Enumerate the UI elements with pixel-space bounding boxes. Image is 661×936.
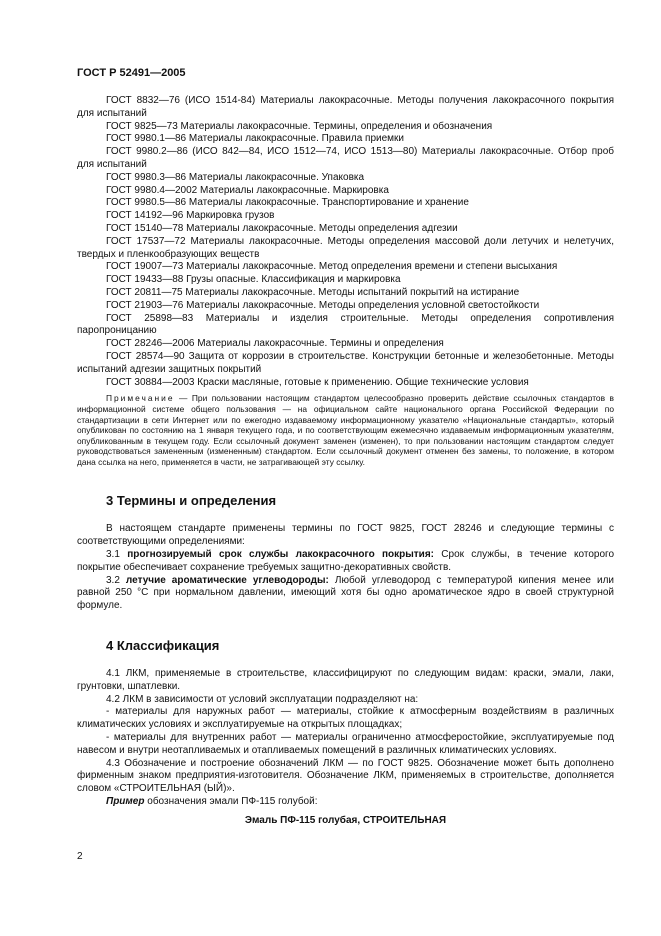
clause-4-3: 4.3 Обозначение и построение обозначений ЛКМ — по ГОСТ 9825. Обозначение может быть дополнено фирменным знаком предприятия-изготовителя. Обозначение ЛКМ, применяемых в строительстве, дополняется словом «СТРОИТЕЛЬНАЯ (ЫЙ)». [77, 757, 614, 795]
example-text: обозначения эмали ПФ-115 голубой: [147, 796, 318, 808]
reference-item: ГОСТ 9980.1—86 Материалы лакокрасочные. Правила приемки [106, 133, 404, 145]
reference-item: ГОСТ 28574—90 Защита от коррозии в строительстве. Конструкции бетонные и железобетонные. Методы испытаний адгезии защитных покрытий [77, 350, 614, 375]
list-item-indoor: - материалы для внутренних работ — материалы ограниченно атмосферостойкие, эксплуатируемые под навесом и внутри неотапливаемых и отапливаемых помещений в различных климатических условиях. [77, 732, 614, 756]
reference-item: ГОСТ 15140—78 Материалы лакокрасочные. Методы определения адгезии [106, 222, 458, 234]
reference-item: ГОСТ 9980.3—86 Материалы лакокрасочные. Упаковка [106, 171, 365, 183]
reference-item: ГОСТ 30884—2003 Краски масляные, готовые к применению. Общие технические условия [106, 376, 529, 388]
reference-item: ГОСТ 25898—83 Материалы и изделия строительные. Методы определения сопротивления паропроницанию [77, 312, 614, 337]
reference-item: ГОСТ 19007—73 Материалы лакокрасочные. Метод определения времени и степени высыхания [106, 261, 558, 273]
reference-item: ГОСТ 14192—96 Маркировка грузов [106, 210, 275, 222]
section-heading-terms: 3 Термины и определения [106, 493, 277, 509]
example-line [77, 796, 614, 809]
reference-item: ГОСТ 19433—88 Грузы опасные. Классификация и маркировка [106, 274, 401, 286]
term-title: летучие ароматические углеводороды: [125, 574, 329, 586]
example-designation: Эмаль ПФ-115 голубая, СТРОИТЕЛЬНАЯ [244, 814, 447, 826]
reference-item: ГОСТ 20811—75 Материалы лакокрасочные. Методы испытаний покрытий на истирание [106, 286, 520, 298]
term-definition: Любой углеводород с температурой кипения менее или равной 250 °C при нормальном давлении, имеющий хотя бы одно ароматическое ядро в своей структурной формуле. [77, 574, 614, 612]
term-number: 3.1 [106, 549, 120, 561]
note-label: Примечание [106, 393, 175, 404]
section-heading-classification: 4 Классификация [106, 638, 220, 654]
note-text: — При пользовании настоящим стандартом целесообразно проверить действие ссылочных стандартов в информационной системе общего пользования — на официальном сайте национального органа Российской Федерации по стандартизации в сети Интернет или по ежегодно издаваемому информационному указателю «Национальные стандарты», который опубликован по состоянию на 1 января текущего года, и по соответствующим ежемесячно издаваемым информационным указателям, опубликованным в текущем году. Если ссылочный документ заменен (изменен), то при пользовании настоящим стандартом следует руководствоваться замененным (измененным) стандартом. Если ссылочный документ отменен без замены, то положение, в котором дана ссылка на него, применяется в части, не затрагивающей эту ссылку. [77, 393, 615, 467]
reference-item: ГОСТ 28246—2006 Материалы лакокрасочные. Термины и определения [106, 338, 444, 350]
term-3-2 [77, 575, 614, 613]
clause-4-2: 4.2 ЛКМ в зависимости от условий эксплуатации подразделяют на: [106, 693, 419, 705]
reference-item: ГОСТ 9980.2—86 (ИСО 842—84, ИСО 1512—74, ИСО 1513—80) Материалы лакокрасочные. Отбор проб для испытаний [77, 146, 614, 170]
term-title: прогнозируемый срок службы лакокрасочного покрытия: [127, 549, 434, 561]
page-number: 2 [77, 851, 83, 862]
document-body [77, 95, 614, 826]
reference-item: ГОСТ 9825—73 Материалы лакокрасочные. Термины, определения и обозначения [106, 120, 493, 132]
reference-item: ГОСТ 21903—76 Материалы лакокрасочные. Методы определения условной светостойкости [106, 299, 540, 311]
term-definition: Срок службы, в течение которого покрытие обеспечивает сохранение требуемых защитно-декоративных свойств. [77, 549, 615, 573]
reference-list [77, 95, 614, 389]
term-number: 3.2 [106, 574, 120, 586]
clause-4-1: 4.1 ЛКМ, применяемые в строительстве, классифицируют по следующим видам: краски, эмали, лаки, грунтовки, шпатлевки. [77, 668, 614, 692]
document-header: ГОСТ Р 52491—2005 [77, 67, 186, 79]
reference-item: ГОСТ 9980.4—2002 Материалы лакокрасочные. Маркировка [106, 184, 389, 196]
reference-item: ГОСТ 9980.5—86 Материалы лакокрасочные. Транспортирование и хранение [106, 197, 469, 209]
reference-item: ГОСТ 8832—76 (ИСО 1514-84) Материалы лакокрасочные. Методы получения лакокрасочного покрытия для испытаний [77, 95, 614, 119]
note-paragraph [77, 393, 614, 467]
reference-item: ГОСТ 17537—72 Материалы лакокрасочные. Методы определения массовой доли летучих и нелетучих, твердых и пленкообразующих веществ [77, 235, 614, 260]
term-3-1 [77, 549, 614, 575]
example-label: Пример [106, 796, 145, 808]
list-item-outdoor: - материалы для наружных работ — материалы, стойкие к атмосферным воздействиям в различных климатических условиях и эксплуатируемые на открытых площадках; [77, 706, 614, 731]
terms-intro: В настоящем стандарте применены термины по ГОСТ 9825, ГОСТ 28246 и следующие термины с соответствующими определениями: [77, 523, 614, 548]
